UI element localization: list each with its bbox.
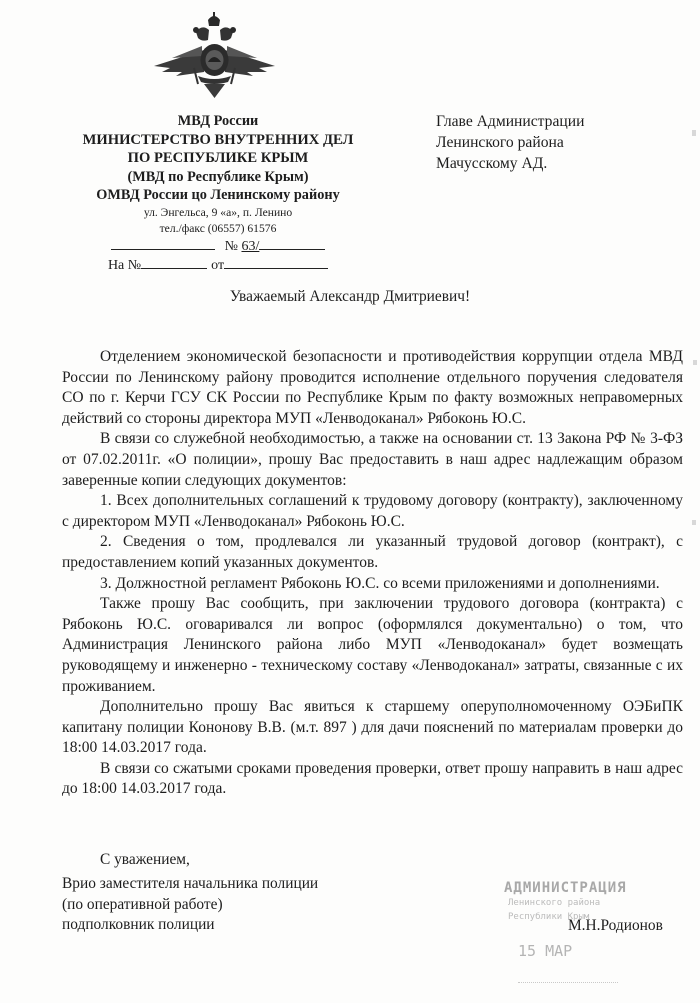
number-suffix-blank [259,237,325,250]
letter-body [62,347,683,800]
addressee-block [436,111,584,174]
ref-label: На № [107,257,142,273]
stamp-date: 15 МАР [518,942,573,960]
stamp-line: Республики Крым [508,912,590,922]
ref-from-label: от [211,257,225,273]
letterhead-line: МВД России [177,113,259,129]
addressee-line: Ленинского района [436,134,564,151]
outgoing-number-row [62,237,374,256]
incoming-stamp [500,880,680,1000]
scan-mark [692,520,696,525]
addressee-line: Мачусскому АД. [436,155,548,172]
letterhead-address: ул. Энгельса, 9 «а», п. Ленино [143,205,293,219]
signer-name: М.Н.Родионов [568,917,663,934]
reference-row [62,256,374,275]
list-item: 2. Сведения о том, продлевался ли указанный трудовой договор (контракт), с предоставлением копий указанных документов. [62,533,683,571]
signer-position [62,874,318,936]
ref-number-blank [141,256,207,269]
number-label: № [224,238,238,254]
letterhead-line: ПО РЕСПУБЛИКЕ КРЫМ [127,150,309,167]
letterhead [62,112,374,275]
signer-position-line: подполковник полиции [62,916,215,933]
list-item: 3. Должностной регламент Рябоконь Ю.С. со всеми приложениями и дополнениями. [100,574,660,592]
signer-position-line: (по оперативной работе) [62,895,223,913]
letterhead-line: (МВД по Республике Крым) [127,168,309,185]
closing: С уважением, [100,851,190,868]
addressee-line: Главе Администрации [436,113,585,130]
letterhead-line: МИНИСТЕРСТВО ВНУТРЕННИХ ДЕЛ [82,131,354,148]
scan-mark [692,130,696,136]
letterhead-phone: тел./факс (06557) 61576 [159,221,277,235]
stamp-line: Ленинского района [508,898,601,908]
body-paragraph: Также прошу Вас сообщить, при заключении трудового договора (контракта) с Рябоконь Ю.С. оговаривался ли вопрос (оформлялся документально) о том, что Администрация Ленинского района либо МУП «Ленводоканал» будет возмещать руководящему и инженерно - техническому составу «Ленводоканал» затраты, связанные с их проживанием. [62,595,683,695]
body-paragraph: В связи со служебной необходимостью, а также на основании ст. 13 Закона РФ № 3-ФЗ от 07.02.2011г. «О полиции», прошу Вас предоставить в наш адрес надлежащим образом заверенные копии следующих документов: [62,430,683,489]
list-item: 1. Всех дополнительных соглашений к трудовому договору (контракту), заключенному с директором МУП «Ленводоканал» Рябоконь Ю.С. [62,492,683,530]
signer-position-line: Врио заместителя начальника полиции [62,875,319,892]
mvd-emblem-icon [152,10,277,98]
body-paragraph: В связи со сжатыми сроками проведения проверки, ответ прошу направить в наш адрес до 18:00 14.03.2017 года. [62,759,683,798]
greeting: Уважаемый Александр Дмитриевич! [229,288,471,305]
body-paragraph: Отделением экономической безопасности и противодействия коррупции отдела МВД России по Ленинскому району проводится исполнение отдельного поручения следователя СО по г. Керчи ГСУ СК России по Республике Крым по факту возможных неправомерных действий со стороны директора МУП «Ленводоканал» Рябоконь Ю.С. [62,348,683,427]
body-paragraph: Дополнительно прошу Вас явиться к старшему оперуполномоченному ОЭБиПК капитану полиции Кононову В.В. (м.т. 897 ) для дачи пояснений по материалам проверки до 18:00 14.03.2017 года. [62,698,683,757]
ref-date-blank [224,256,328,269]
stamp-line: АДМИНИСТРАЦИЯ [504,880,627,896]
scan-mark [693,360,697,365]
letterhead-line: ОМВД России цо Ленинскому району [96,187,340,204]
number-value: 63/ [241,238,260,254]
stamp-entry-line [518,970,618,983]
date-blank [111,237,215,250]
